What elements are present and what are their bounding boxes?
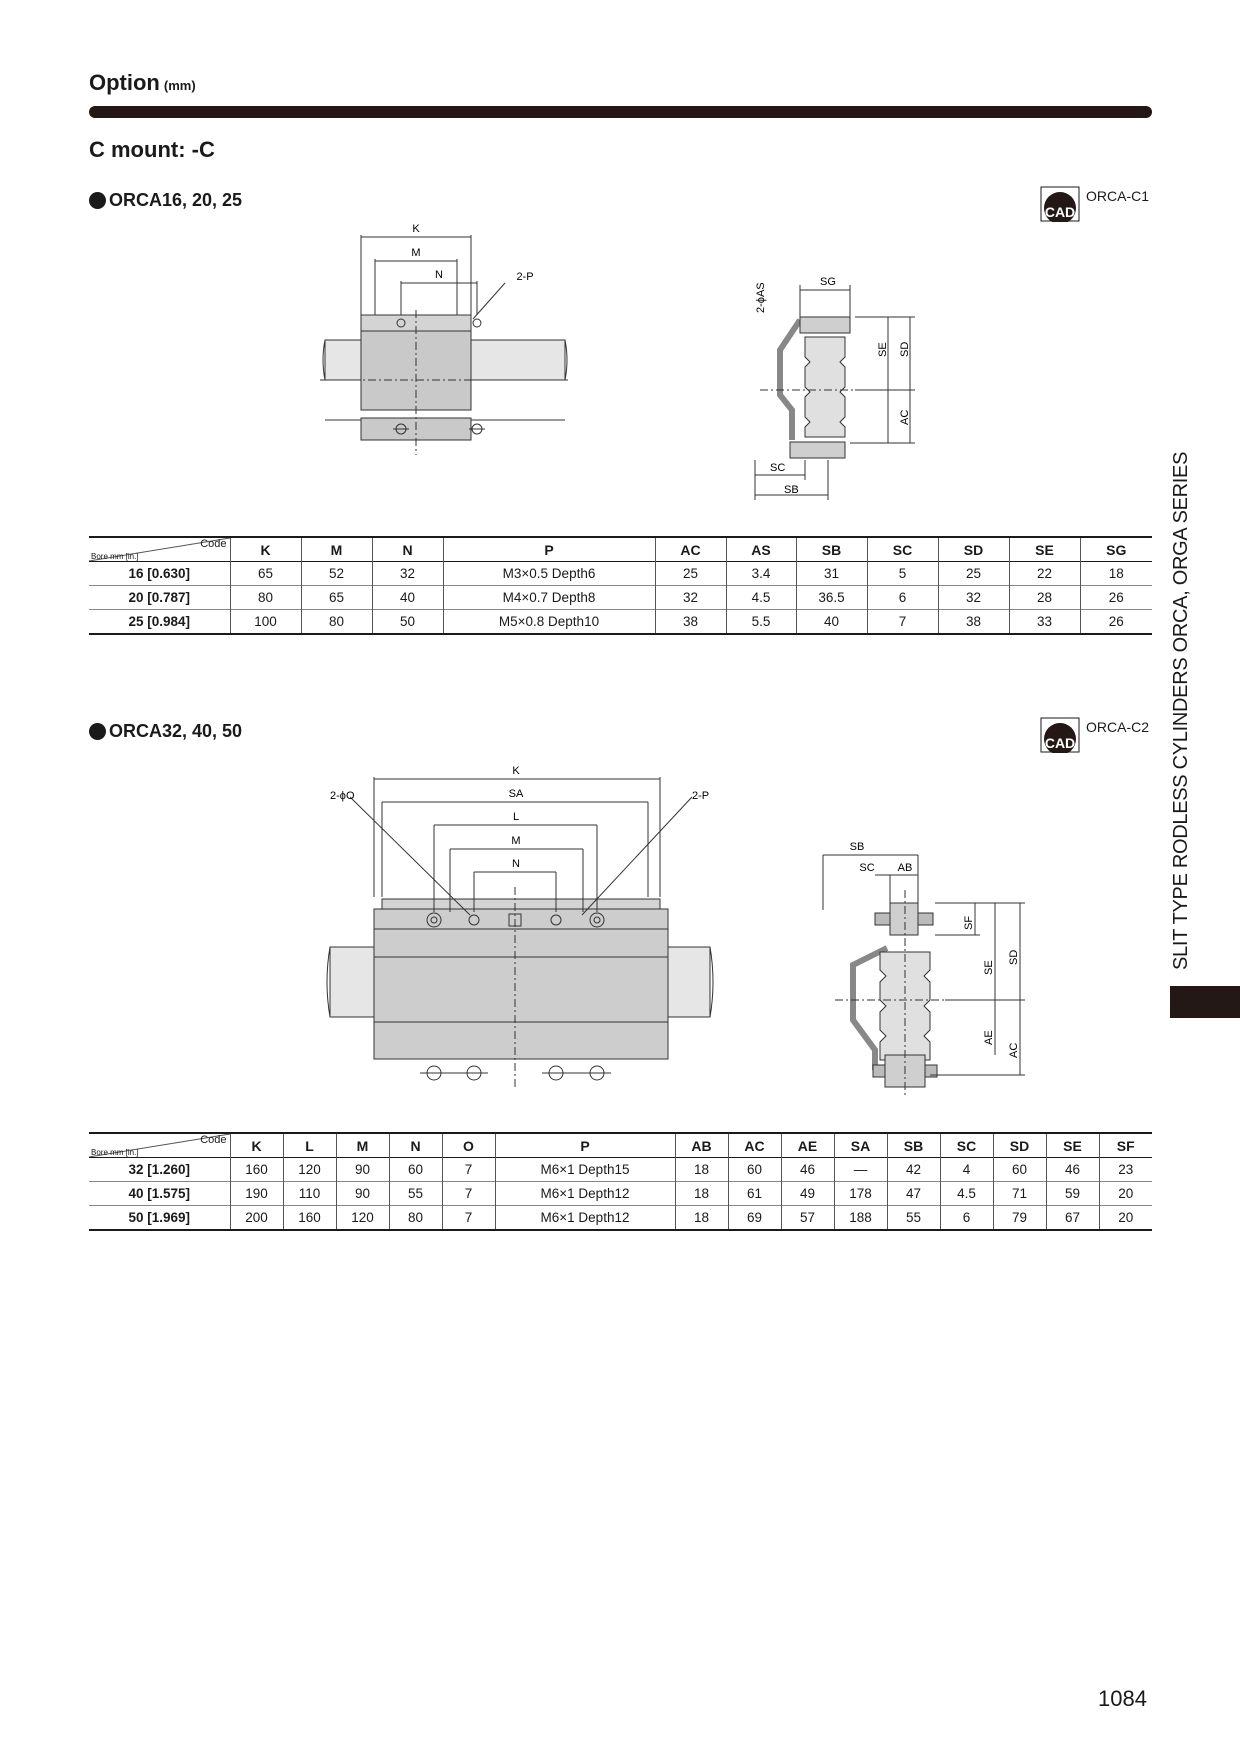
column-header: SA [834,1133,887,1158]
spec-table-1 [89,536,1152,635]
dim-label-O: 2-ϕO [330,790,355,802]
drawing-1-front-view [315,215,575,460]
table-cell: 38 [938,610,1009,635]
dim-label-SF: SF [963,915,975,930]
table-cell: M5×0.8 Depth10 [443,610,655,635]
table-cell: 40 [796,610,867,635]
table-cell: M4×0.7 Depth8 [443,586,655,610]
column-header: SD [938,537,1009,562]
bullet-icon [89,192,106,209]
dim-label-SD: SD [899,341,911,357]
cad-label: ORCA-C1 [1086,188,1150,204]
cad-label: ORCA-C2 [1086,719,1150,735]
table-cell: 46 [1046,1158,1099,1182]
table-cell: 38 [655,610,726,635]
table-cell: 6 [940,1206,993,1231]
bore-cell: 50 [1.969] [89,1206,230,1231]
section-2-title-text: ORCA32, 40, 50 [109,721,243,741]
table-cell: 26 [1108,590,1124,605]
table-cell: M6×1 Depth15 [495,1158,675,1182]
table-cell: 36.5 [796,586,867,610]
column-header: K [230,537,301,562]
table-cell: 160 [230,1158,283,1182]
dim-label-SD: SD [1008,949,1020,965]
table-cell: 60 [993,1158,1046,1182]
section-subtitle: C mount: -C [89,137,215,162]
table-cell: 7 [867,610,938,635]
table-cell: 50 [372,610,443,635]
table-row [89,610,1152,635]
table-cell: 52 [301,562,372,586]
column-header: L [283,1133,336,1158]
column-header: M [301,537,372,562]
column-header: SC [867,537,938,562]
column-header: O [442,1133,495,1158]
dim-label-P: 2-P [516,271,534,283]
corner-code-label: Code [200,538,227,550]
cad-link-2[interactable] [1040,717,1149,753]
cad-icon [1040,717,1080,753]
dim-label-SB: SB [784,484,799,496]
table-cell: 178 [834,1182,887,1206]
column-header: SC [940,1133,993,1158]
dim-label-SB: SB [849,841,865,853]
table-cell: 32 [655,586,726,610]
table-cell: 80 [230,586,301,610]
table-cell: 6 [867,586,938,610]
column-header: SG [1106,541,1127,558]
bore-cell: 16 [0.630] [89,562,230,586]
dim-label-N: N [435,269,443,281]
column-header: N [372,537,443,562]
table-corner-cell [89,537,230,562]
bullet-icon [89,723,106,740]
table-cell: M6×1 Depth12 [495,1206,675,1231]
table-cell: 80 [389,1206,442,1231]
table-cell: 60 [728,1158,781,1182]
cad-icon-text: CAD [1044,735,1076,751]
column-header: SB [887,1133,940,1158]
column-header: SF [1116,1137,1135,1154]
page-number: 1084 [1098,1686,1147,1711]
table-cell: 61 [728,1182,781,1206]
table-cell: 190 [230,1182,283,1206]
column-header: M [336,1133,389,1158]
table-cell: 32 [938,586,1009,610]
table-header-row [89,1133,1152,1158]
side-index-tab [1170,986,1240,1018]
column-header: SE [1009,537,1080,562]
column-header: SE [1046,1133,1099,1158]
table-cell: 60 [389,1158,442,1182]
corner-bore-label: Bore mm [in.] [91,1148,139,1157]
table-cell: 4 [940,1158,993,1182]
table-cell: 18 [1108,566,1124,581]
table-cell: 57 [781,1206,834,1231]
table-cell: 23 [1118,1162,1134,1177]
dim-label-M: M [411,247,421,259]
table-cell: 18 [675,1158,728,1182]
table-cell: 18 [675,1206,728,1231]
bore-cell: 32 [1.260] [89,1158,230,1182]
page-heading [89,70,196,96]
column-header: N [389,1133,442,1158]
dim-label-K: K [512,765,520,777]
table-cell: 67 [1046,1206,1099,1231]
corner-code-label: Code [200,1134,227,1146]
table-cell: 55 [389,1182,442,1206]
column-header: AE [781,1133,834,1158]
dim-label-SE: SE [877,342,889,357]
table-cell: 47 [887,1182,940,1206]
table-cell: 4.5 [940,1182,993,1206]
column-header: P [495,1133,675,1158]
table-cell: 4.5 [726,586,796,610]
dim-label-N: N [512,858,520,870]
table-cell: 5 [867,562,938,586]
table-cell: M6×1 Depth12 [495,1182,675,1206]
dim-label-M: M [511,835,521,847]
table-cell: 120 [283,1158,336,1182]
dim-label-L: L [512,811,520,823]
column-header: SB [796,537,867,562]
table-cell: 28 [1009,586,1080,610]
bore-cell: 20 [0.787] [89,586,230,610]
table-cell: 100 [230,610,301,635]
table-cell: 20 [1118,1210,1134,1225]
dim-label-AS: 2-ϕAS [755,282,767,313]
dim-label-AC: AC [899,409,911,425]
bore-cell: 40 [1.575] [89,1182,230,1206]
table-cell: 26 [1108,614,1124,629]
dim-label-K: K [412,223,420,235]
table-row [89,562,1152,586]
bore-cell: 25 [0.984] [89,610,230,635]
heading-title: Option [89,70,160,95]
table-cell: 80 [301,610,372,635]
column-header: K [230,1133,283,1158]
table-cell: — [834,1158,887,1182]
table-cell: 49 [781,1182,834,1206]
table-cell: 71 [993,1182,1046,1206]
column-header: AC [655,537,726,562]
table-cell: 7 [442,1206,495,1231]
spec-table-2 [89,1132,1152,1231]
table-cell: 120 [336,1206,389,1231]
table-row [89,1158,1152,1182]
table-cell: 5.5 [726,610,796,635]
column-header: SD [993,1133,1046,1158]
section-2-title [89,721,242,742]
table-cell: 42 [887,1158,940,1182]
table-cell: 25 [938,562,1009,586]
side-series-label: SLIT TYPE RODLESS CYLINDERS ORCA, ORGA SERIES [1170,451,1192,970]
dim-label-SC: SC [859,862,875,874]
table-cell: 65 [230,562,301,586]
table-cell: 7 [442,1182,495,1206]
table-cell: 65 [301,586,372,610]
cad-link-1[interactable] [1040,186,1149,222]
table-cell: M3×0.5 Depth6 [443,562,655,586]
column-header: AB [675,1133,728,1158]
table-row [89,1182,1152,1206]
table-cell: 18 [675,1182,728,1206]
drawing-2-front-view [320,757,720,1092]
dim-label-AE: AE [983,1030,995,1045]
table-cell: 31 [796,562,867,586]
table-cell: 59 [1046,1182,1099,1206]
section-1-title-text: ORCA16, 20, 25 [109,190,243,210]
dim-label-SA: SA [508,788,524,800]
column-header: AC [728,1133,781,1158]
table-cell: 90 [336,1158,389,1182]
table-header-row [89,537,1152,562]
cad-icon [1040,186,1080,222]
column-header: P [443,537,655,562]
dim-label-SG: SG [820,276,836,288]
table-cell: 46 [781,1158,834,1182]
table-row [89,586,1152,610]
dim-label-AB: AB [897,862,913,874]
drawing-1-side-view [740,265,940,505]
table-cell: 110 [283,1182,336,1206]
table-cell: 188 [834,1206,887,1231]
table-cell: 69 [728,1206,781,1231]
table-cell: 90 [336,1182,389,1206]
cad-icon-text: CAD [1044,204,1076,220]
table-cell: 3.4 [726,562,796,586]
heading-rule [89,106,1152,118]
corner-bore-label: Bore mm [in.] [91,552,139,561]
table-cell: 40 [372,586,443,610]
table-cell: 160 [283,1206,336,1231]
dim-label-SC: SC [770,462,786,474]
table-cell: 22 [1009,562,1080,586]
column-header: AS [726,537,796,562]
table-cell: 25 [655,562,726,586]
table-cell: 79 [993,1206,1046,1231]
dim-label-P: 2-P [692,790,710,802]
dim-label-SE: SE [983,960,995,975]
table-corner-cell [89,1133,230,1158]
table-cell: 7 [442,1158,495,1182]
drawing-2-side-view [815,830,1045,1100]
section-1-title [89,190,242,211]
table-cell: 55 [887,1206,940,1231]
table-cell: 32 [372,562,443,586]
table-cell: 20 [1118,1186,1134,1201]
table-row [89,1206,1152,1231]
table-cell: 200 [230,1206,283,1231]
table-cell: 33 [1009,610,1080,635]
dim-label-AC: AC [1008,1042,1020,1058]
heading-unit: (mm) [163,78,196,93]
